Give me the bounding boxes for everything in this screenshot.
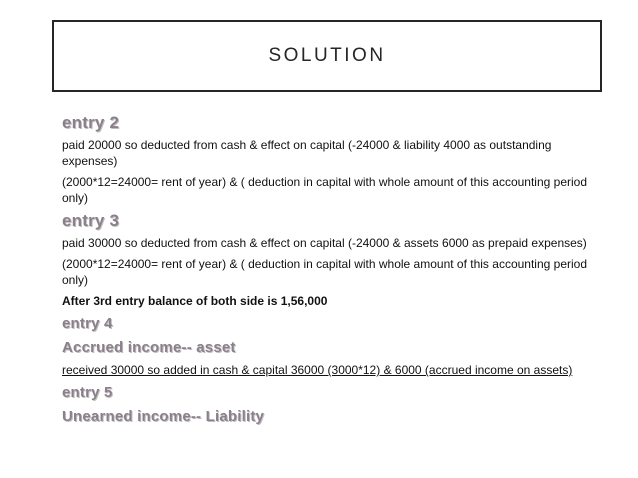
entry-5-subheading: Unearned income-- Liability (62, 408, 265, 425)
entry-2-paragraph-1: paid 20000 so deducted from cash & effect on capital (-24000 & liability 4000 as outstanding expenses) (62, 138, 552, 168)
slide-content (62, 113, 602, 431)
entry-2-heading: entry 2 (62, 113, 120, 132)
entry-3-paragraph-2: (2000*12=24000= rent of year) & ( deduction in capital with whole amount of this accounting period only) (62, 257, 587, 287)
entry-3-balance: After 3rd entry balance of both side is 1,56,000 (62, 294, 328, 308)
entry-2-paragraph-2: (2000*12=24000= rent of year) & ( deduction in capital with whole amount of this accounting period only) (62, 175, 587, 205)
entry-4-subheading: Accrued income-- asset (62, 339, 236, 356)
title-box (52, 20, 602, 92)
slide-title: SOLUTION (268, 45, 386, 66)
entry-4-paragraph-1: received 30000 so added in cash & capital 36000 (3000*12) & 6000 (accrued income on assets) (62, 363, 573, 377)
entry-4-heading: entry 4 (62, 315, 113, 332)
entry-3-paragraph-1: paid 30000 so deducted from cash & effect on capital (-24000 & assets 6000 as prepaid expenses) (62, 236, 587, 250)
entry-5-heading: entry 5 (62, 384, 113, 401)
entry-3-heading: entry 3 (62, 211, 120, 230)
